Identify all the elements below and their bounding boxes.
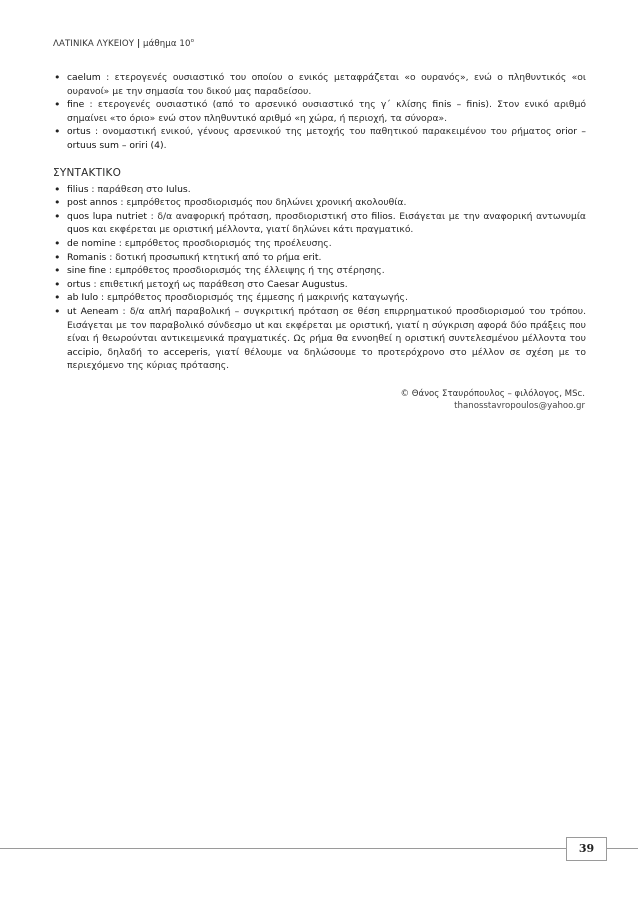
list-item xyxy=(53,264,586,278)
term-separator: : xyxy=(90,278,100,290)
latin-term: ab Iulo xyxy=(67,292,99,304)
term-separator: : xyxy=(115,237,125,249)
header-subject: ΛΑΤΙΝΙΚΑ ΛΥΚΕΙΟΥ xyxy=(53,38,135,49)
latin-term: orior – ortuus sum – oriri (4) xyxy=(67,126,587,151)
item-text: δοτική προσωπική κτητική από το ρήμα xyxy=(115,251,303,263)
list-item xyxy=(53,278,586,292)
section-title-syntax: ΣΥΝΤΑΚΤΙΚΟ xyxy=(53,166,122,179)
item-text: εμπρόθετος προσδιορισμός της έμμεσης ή μακρινής καταγωγής. xyxy=(107,292,408,304)
latin-term: filios xyxy=(371,210,393,222)
item-text: . xyxy=(187,183,191,195)
latin-term: ortus xyxy=(67,126,91,138)
item-text: εμπρόθετος προσδιορισμός της έλλειψης ή της στέρησης. xyxy=(114,265,385,277)
term-separator: : xyxy=(98,292,108,304)
latin-term: acceperis xyxy=(163,346,208,358)
term-separator: : xyxy=(88,183,98,195)
latin-term: finis – finis xyxy=(432,99,486,111)
author-signature xyxy=(400,388,585,412)
item-text: και εκφέρεται με οριστική μέλλοντα, γιατί δηλώνει κάτι πραγματικό. xyxy=(89,224,414,236)
latin-term: quos lupa nutriet xyxy=(67,210,148,222)
page-content xyxy=(53,71,586,373)
term-separator: : xyxy=(147,210,158,222)
latin-term: fine xyxy=(67,99,85,111)
list-item xyxy=(53,196,586,210)
item-text: δ/α αναφορική πρόταση, προσδιοριστική στο xyxy=(157,210,372,222)
page-header xyxy=(53,38,194,49)
latin-term: sine fine xyxy=(67,265,106,277)
list-item xyxy=(53,125,586,152)
term-separator: : xyxy=(100,72,115,83)
item-text: . xyxy=(344,278,348,290)
latin-term: ortus xyxy=(67,278,91,290)
author-name: © Θάνος Σταυρόπουλος – φιλόλογος, MSc. xyxy=(400,389,585,399)
latin-term: Iulus xyxy=(165,183,188,195)
term-separator: : xyxy=(106,251,116,263)
list-item xyxy=(53,71,586,98)
latin-term: erit xyxy=(302,251,319,263)
item-text: ονομαστική ενικού, γένους αρσενικού της μετοχής του παθητικού παρακειμένου του ρήματος xyxy=(102,126,556,138)
list-item xyxy=(53,305,586,373)
item-text: εμπρόθετος προσδιορισμός που δηλώνει χρονική ακολουθία. xyxy=(126,197,407,209)
item-text: . Εισάγεται με την αναφορική αντωνυμία xyxy=(392,210,586,222)
list-item xyxy=(53,291,586,305)
list-item xyxy=(53,251,586,265)
latin-term: ut xyxy=(254,319,265,331)
item-text: ετερογενές ουσιαστικό του οποίου ο ενικός μεταφράζεται «ο ουρανός», ενώ ο πληθυντικός «οι ουρανοί» με την σημασία του δικού μας παραδείσου. xyxy=(67,72,586,97)
latin-term: ut Aeneam xyxy=(67,305,119,317)
term-separator: : xyxy=(84,99,98,111)
latin-term: quos xyxy=(67,224,90,236)
item-text: . xyxy=(163,139,167,151)
latin-term: filius xyxy=(67,183,89,195)
footer-divider xyxy=(0,848,566,849)
author-email: thanosstavropoulos@yahoo.gr xyxy=(454,401,585,411)
item-text: . xyxy=(318,251,322,263)
header-lesson: μάθημα 10 xyxy=(143,38,191,49)
item-text: ). Στον ενικό αριθμό σημαίνει «το όριο» ενώ στον πληθυντικό αριθμό «η χώρα, ή περιοχή, τα σύνορα». xyxy=(67,99,587,124)
term-separator: : xyxy=(117,197,127,209)
list-item xyxy=(53,183,586,197)
term-separator: : xyxy=(90,126,103,138)
latin-term: accipio xyxy=(67,346,100,358)
item-text: , γιατί θέλουμε να δηλώσουμε το προτερόχρονο στο μέλλον σε σχέση με το περιεχόμενο της κύριας πρότασης. xyxy=(67,346,587,372)
term-separator: : xyxy=(118,305,130,317)
list-item xyxy=(53,237,586,251)
item-text: και εκφέρεται με οριστική, γιατί η σύγκριση αφορά δύο πράξεις που είναι ή θεωρούνται αντικειμενικά πραγματικές. Ως ρήμα θα εννοηθεί η οριστική συντελεσμένου μέλλοντα του xyxy=(67,319,586,345)
item-text: , δηλαδή το xyxy=(99,346,164,358)
latin-term: caelum xyxy=(67,72,101,83)
term-separator: : xyxy=(106,265,115,277)
list-item xyxy=(53,210,586,237)
footer-divider-right xyxy=(607,848,638,849)
item-text: ετερογενές ουσιαστικό (από το αρσενικό ουσιαστικό της γ΄ κλίσης xyxy=(97,99,433,111)
vocabulary-list xyxy=(53,71,586,153)
syntax-list xyxy=(53,183,586,373)
latin-term: de nomine xyxy=(67,237,116,249)
header-lesson-sup: ο xyxy=(190,38,195,44)
list-item xyxy=(53,98,586,125)
item-text: δ/α απλή παραβολική – συγκριτική πρόταση σε θέση επιρρηματικού προσδιορισμού του τρόπου. Εισάγεται με τον παραβολικό σύνδεσμο xyxy=(67,305,586,331)
item-text: εμπρόθετος προσδιορισμός της προέλευσης. xyxy=(124,237,332,249)
latin-term: Caesar Augustus xyxy=(267,278,345,290)
header-separator: | xyxy=(136,38,141,49)
item-text: επιθετική μετοχή ως παράθεση στο xyxy=(99,278,268,290)
page-number: 39 xyxy=(566,837,607,861)
latin-term: Romanis xyxy=(67,251,107,263)
latin-term: post annos xyxy=(67,197,118,209)
item-text: παράθεση στο xyxy=(97,183,166,195)
